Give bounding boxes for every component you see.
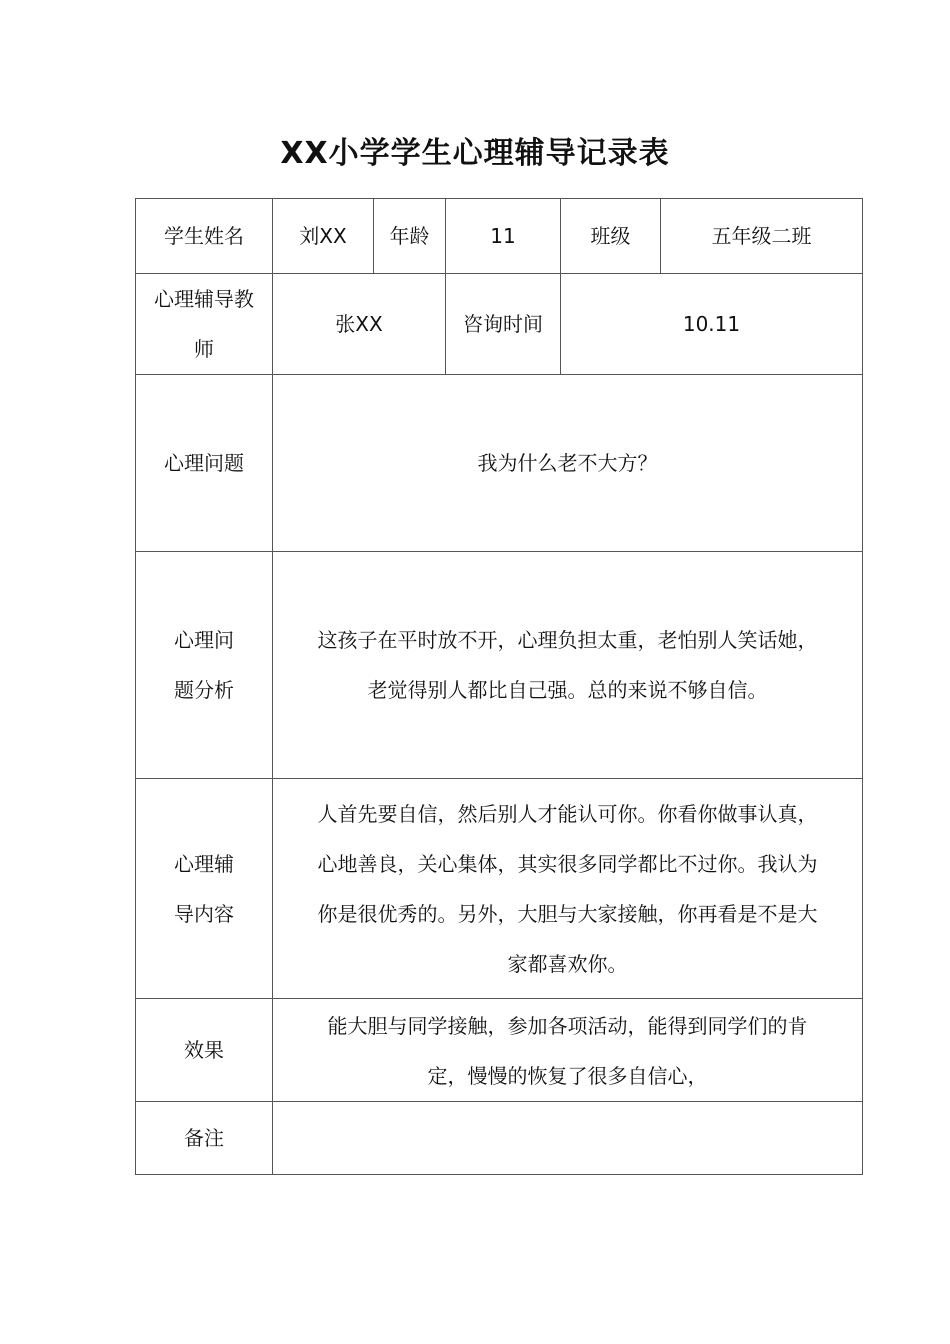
teacher-label [136,274,273,375]
effect-label: 效果 [136,999,273,1102]
counseling-line4: 家都喜欢你。 [507,951,628,976]
table-row-teacher [136,274,863,375]
page-title: XX小学学生心理辅导记录表 [280,136,670,171]
analysis-label-line1: 心理问 [174,628,234,652]
class-value: 五年级二班 [661,199,863,274]
problem-value: 我为什么老不大方？ [273,375,863,552]
counseling-line3: 你是很优秀的。另外，大胆与大家接触，你再看是不是大 [317,901,818,926]
effect-line1: 能大胆与同学接触，参加各项活动，能得到同学们的肯 [327,1014,808,1038]
analysis-label [136,552,273,779]
analysis-value [273,552,863,779]
counseling-label [136,779,273,999]
teacher-value: 张XX [273,274,446,375]
age-label: 年龄 [374,199,446,274]
table-row-effect [136,999,863,1102]
analysis-line2: 老觉得别人都比自己强。总的来说不够自信。 [367,678,768,702]
table-row-remark [136,1102,863,1175]
counseling-value [273,779,863,999]
effect-value [273,999,863,1102]
counseling-label-line1: 心理辅 [174,851,234,876]
teacher-label-line1: 心理辅导教 [154,287,254,311]
effect-line2: 定，慢慢的恢复了很多自信心， [427,1064,708,1088]
table-row-problem [136,375,863,552]
table-row-student-info [136,199,863,274]
student-name-label: 学生姓名 [136,199,273,274]
analysis-label-line2: 题分析 [174,678,234,702]
analysis-line1: 这孩子在平时放不开，心理负担太重，老怕别人笑话她， [317,628,818,652]
counseling-line2: 心地善良，关心集体，其实很多同学都比不过你。我认为 [317,851,818,876]
student-name-value: 刘XX [273,199,374,274]
problem-label: 心理问题 [136,375,273,552]
table-row-counseling [136,779,863,999]
counseling-label-line2: 导内容 [174,901,234,926]
class-label: 班级 [561,199,661,274]
remark-value[interactable] [273,1102,863,1175]
consult-time-value: 10.11 [561,274,863,375]
teacher-label-line2: 师 [194,337,214,361]
counseling-record-table [135,198,863,1175]
age-value: 11 [446,199,561,274]
remark-label: 备注 [136,1102,273,1175]
table-row-analysis [136,552,863,779]
counseling-line1: 人首先要自信，然后别人才能认可你。你看你做事认真， [317,801,818,826]
consult-time-label: 咨询时间 [446,274,561,375]
